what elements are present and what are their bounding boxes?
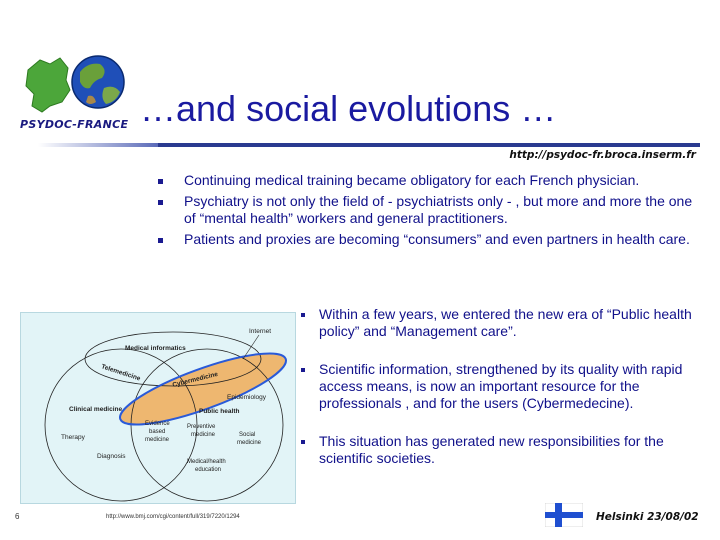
list-item [158, 172, 698, 189]
title-rule [158, 143, 700, 147]
label-diagnosis: Diagnosis [97, 453, 126, 460]
bullet-text: Scientific information, strengthened by its quality with rapid access means, is now an important resource for the professionals , and for the users (Cybermedecine). [319, 361, 683, 411]
page-number: 6 [15, 512, 20, 521]
globe-icon [72, 56, 124, 108]
header-url-link[interactable]: http://psydoc-fr.broca.inserm.fr [509, 149, 696, 161]
bullet-text: Psychiatry is not only the field of - psychiatrists only - , but more and more the one of “mental health” workers and general practitioners. [184, 193, 693, 226]
bullet-text: Patients and proxies are becoming “consumers” and even partners in health care. [184, 231, 690, 247]
bullet-square-icon [301, 368, 305, 372]
bullet-text: Within a few years, we entered the new era of “Public health policy” and “Management care”. [319, 306, 692, 339]
list-item [300, 361, 700, 412]
footer-place-date: Helsinki 23/08/02 [596, 511, 699, 523]
label-therapy: Therapy [61, 434, 85, 441]
reference-url-link[interactable]: http://www.bmj.com/cgi/content/full/319/7220/1294 [106, 514, 240, 520]
finland-flag-icon [545, 503, 583, 527]
label-preventive-1: Preventive [187, 424, 216, 430]
label-epidemiology: Epidemiology [227, 394, 267, 401]
list-item [158, 231, 698, 248]
france-map-icon [26, 58, 70, 112]
label-medical-informatics: Medical informatics [125, 345, 186, 352]
label-telemedicine: Telemedicine [100, 363, 142, 383]
list-item [300, 306, 700, 340]
bullet-square-icon [158, 238, 163, 243]
venn-diagram-figure [20, 312, 296, 504]
top-bullet-list [158, 172, 698, 252]
label-public-health: Public health [199, 408, 240, 415]
bullet-square-icon [301, 313, 305, 317]
list-item [300, 433, 700, 467]
label-evidence-2: based [149, 429, 166, 435]
list-item [158, 193, 698, 227]
bullet-square-icon [158, 200, 163, 205]
label-health-education-1: Medical/health [187, 459, 226, 465]
label-preventive-2: medicine [191, 432, 216, 438]
bullet-square-icon [301, 440, 305, 444]
label-evidence-3: medicine [145, 437, 170, 443]
label-social-1: Social [239, 432, 256, 438]
bullet-text: Continuing medical training became obligatory for each French physician. [184, 172, 640, 188]
label-cybermedicine: Cybermedicine [171, 370, 219, 389]
label-social-2: medicine [237, 440, 262, 446]
slide-title: …and social evolutions … [140, 88, 557, 129]
label-internet: Internet [249, 328, 272, 335]
label-evidence-1: Evidence [145, 421, 170, 427]
bullet-square-icon [158, 179, 163, 184]
label-health-education-2: education [195, 467, 222, 473]
label-clinical-medicine: Clinical medicine [69, 406, 123, 413]
bullet-text: This situation has generated new responsibilities for the scientific societies. [319, 433, 664, 466]
right-bullet-list [300, 306, 700, 467]
logo-text: PSYDOC-FRANCE [20, 118, 129, 131]
venn-diagram [21, 313, 297, 505]
title-rule-fade [38, 143, 158, 147]
